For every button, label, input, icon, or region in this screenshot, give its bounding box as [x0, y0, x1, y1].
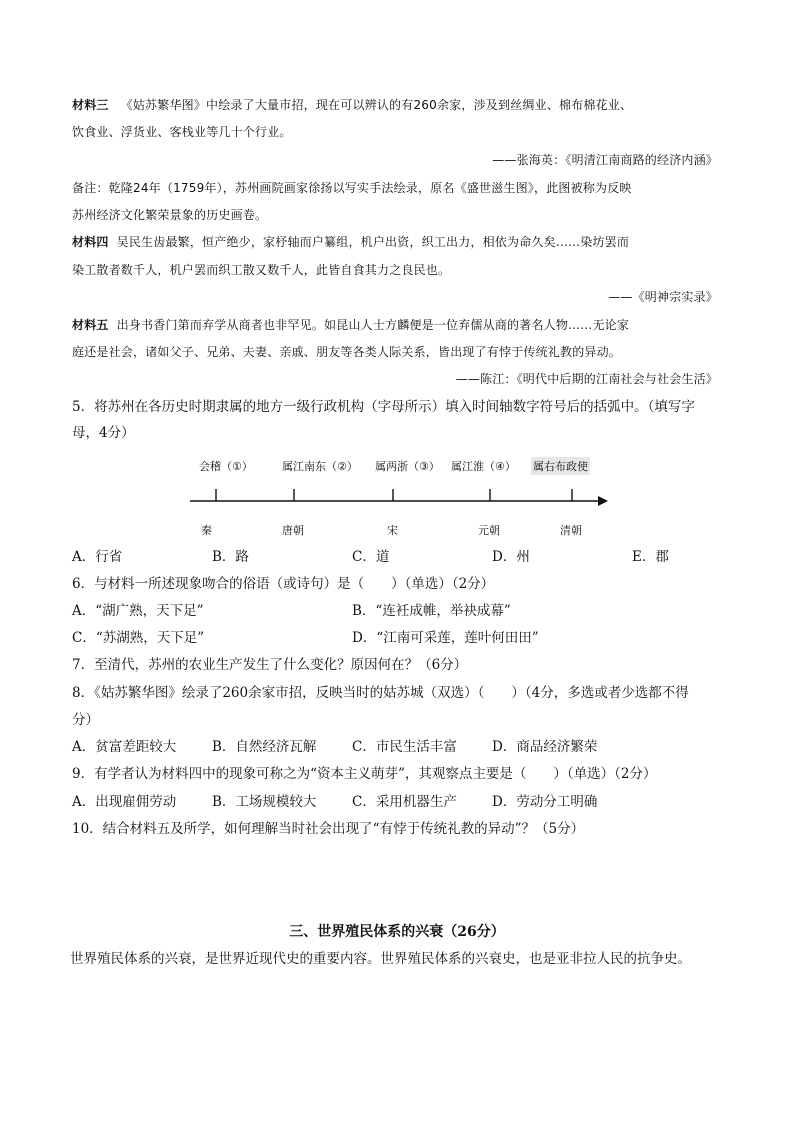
q6-option-d[interactable]: D．“江南可采莲，莲叶何田田”: [352, 630, 539, 646]
q5-option-b[interactable]: B．路: [212, 549, 249, 565]
material4-line2: 染工散者数千人，机户罢而织工散又数千人，此皆自食其力之良民也。: [72, 263, 451, 277]
q8-stem-line2: 分）: [72, 712, 99, 728]
section3-heading: 三、世界殖民体系的兴衰（26分）: [289, 924, 505, 940]
material4-source: ——《明神宗实录》: [608, 290, 718, 304]
timeline-axis: [0, 482, 794, 522]
material5-source: ——陈江：《明代中后期的江南社会与社会生活》: [455, 372, 718, 386]
material3-source: ——张海英：《明清江南商路的经济内涵》: [492, 153, 718, 167]
q6-option-c[interactable]: C．“苏湖熟，天下足”: [72, 630, 205, 646]
material4-line1: 材料四 吴民生齿最繁，恒产绝少，家杼轴而户纂组，机户出资，织工出力，相依为命久矣……染坊罢而: [72, 235, 630, 249]
q10-stem: 10．结合材料五及所学，如何理解当时社会出现了“有悖于传统礼教的异动”？（5分）: [72, 821, 585, 837]
q8-stem-line1: 8．《姑苏繁华图》绘录了260余家市招，反映当时的姑苏城（双选）（ ）（4分，多选或者少选都不得: [72, 685, 689, 701]
material3-note-line2: 苏州经济文化繁荣景象的历史画卷。: [72, 208, 268, 222]
q9-option-a[interactable]: A．出现雇佣劳动: [72, 794, 177, 810]
q5-stem-line2: 母，4分）: [72, 425, 135, 441]
timeline-bottom-label-5: 清朝: [560, 524, 582, 537]
timeline-top-label-3: 属两浙（③）: [375, 460, 440, 473]
q5-option-d[interactable]: D．州: [492, 549, 530, 565]
timeline-bottom-label-4: 元朝: [478, 524, 500, 537]
material3-line2: 饮食业、浮货业、客栈业等几十个行业。: [72, 125, 292, 139]
q8-option-b[interactable]: B．自然经济瓦解: [212, 739, 317, 755]
material3-label: 材料三: [72, 98, 109, 112]
q6-option-b[interactable]: B．“连衽成帷，举袂成幕”: [352, 603, 511, 619]
q5-stem-line1: 5．将苏州在各历史时期隶属的地方一级行政机构（字母所示）填入时间轴数字符号后的括弧中。（填写字: [72, 399, 695, 415]
q5-option-e[interactable]: E．郡: [632, 549, 669, 565]
q8-option-c[interactable]: C．市民生活丰富: [352, 739, 457, 755]
timeline-arrow: [598, 496, 608, 506]
q9-option-d[interactable]: D．劳动分工明确: [492, 794, 598, 810]
q5-option-c[interactable]: C．道: [352, 549, 390, 565]
q7-stem: 7．至清代，苏州的农业生产发生了什么变化？原因何在？（6分）: [72, 657, 468, 673]
q6-option-a[interactable]: A．“湖广熟，天下足”: [72, 603, 204, 619]
material5-label: 材料五: [72, 318, 109, 332]
q9-option-b[interactable]: B．工场规模较大: [212, 794, 317, 810]
timeline-top-label-4: 属江淮（④）: [451, 460, 516, 473]
material5-line2: 庭还是社会，诸如父子、兄弟、夫妻、亲戚、朋友等各类人际关系，皆出现了有悖于传统礼教的异动。: [72, 345, 622, 359]
timeline-bottom-label-1: 秦: [201, 524, 212, 537]
q8-option-d[interactable]: D．商品经济繁荣: [492, 739, 598, 755]
q9-option-c[interactable]: C．采用机器生产: [352, 794, 457, 810]
material4-label: 材料四: [72, 235, 109, 249]
material3-note-line1: 备注：乾隆24年（1759年），苏州画院画家徐扬以写实手法绘录，原名《盛世滋生图》，此图被称为反映: [72, 181, 632, 195]
q8-option-a[interactable]: A．贫富差距较大: [72, 739, 177, 755]
material3-line1: 材料三 《姑苏繁华图》中绘录了大量市招，现在可以辨认的有260余家，涉及到丝绸业、棉布棉花业、: [72, 98, 633, 112]
q5-option-a[interactable]: A．行省: [72, 549, 123, 565]
timeline-bottom-label-2: 唐朝: [282, 524, 304, 537]
q9-stem: 9．有学者认为材料四中的现象可称之为“资本主义萌芽”，其观察点主要是（ ）（单选）（2分）: [72, 766, 657, 782]
q6-stem: 6．与材料一所述现象吻合的俗语（或诗句）是（ ）（单选）（2分）: [72, 576, 495, 592]
material5-line1: 材料五 出身书香门第而弃学从商者也非罕见。如昆山人士方麟便是一位弃儒从商的著名人物……无论家: [72, 318, 630, 332]
timeline-top-label-1: 会稽（①）: [199, 460, 253, 473]
timeline-top-label-2: 属江南东（②）: [282, 460, 358, 473]
timeline-bottom-label-3: 宋: [387, 524, 398, 537]
section3-intro: 世界殖民体系的兴衰，是世界近现代史的重要内容。世界殖民体系的兴衰史，也是亚非拉人民的抗争史。: [70, 951, 691, 967]
timeline-top-label-5: 属右布政使: [531, 457, 590, 475]
